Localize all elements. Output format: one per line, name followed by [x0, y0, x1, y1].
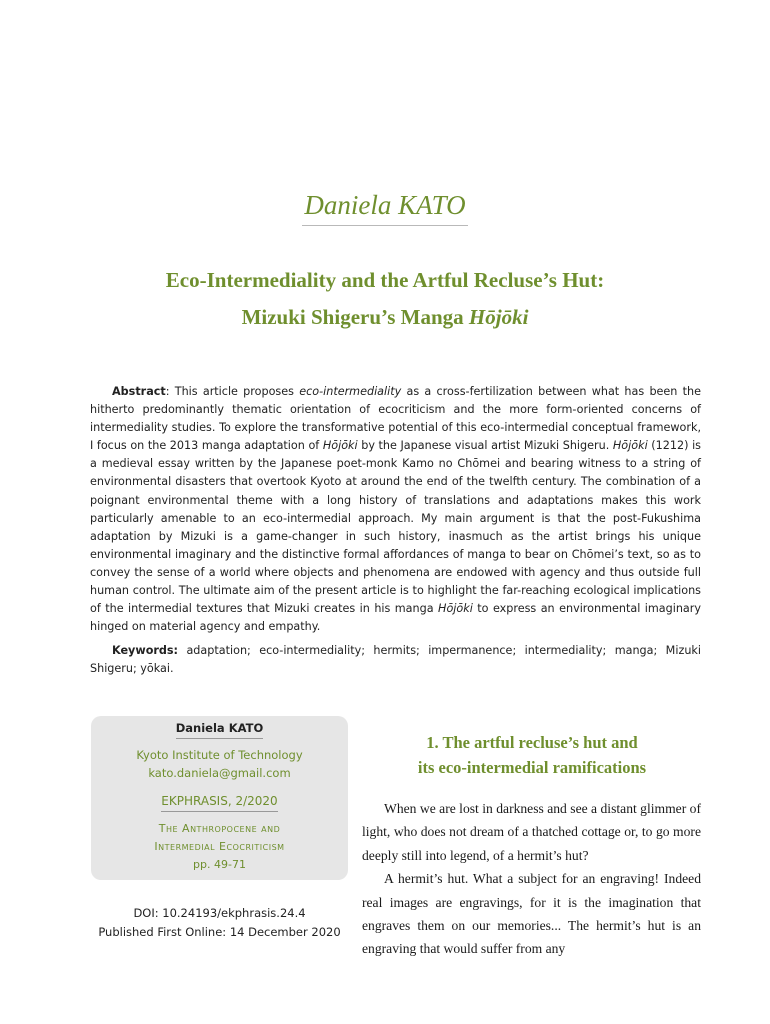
- publication-meta: [91, 904, 348, 942]
- info-journal: [91, 794, 348, 812]
- title-line-2-prefix: Mizuki Shigeru’s Manga: [241, 305, 469, 329]
- info-author-name-text: Daniela KATO: [176, 721, 263, 739]
- info-affiliation: [91, 746, 348, 782]
- article-title: [0, 262, 770, 336]
- abstract-work-title: Hōjōki: [612, 439, 648, 453]
- abstract-term: eco-intermediality: [299, 385, 402, 398]
- doi-text[interactable]: DOI: 10.24193/ekphrasis.24.4: [133, 906, 306, 920]
- body-paragraph-2: A hermit’s hut. What a subject for an engraving! Indeed real images are engravings, for it is the imagination that engraves them on our memories... The hermit’s hut is an engraving that would suffer from any: [362, 871, 701, 957]
- info-pages: pp. 49-71: [193, 858, 246, 871]
- abstract-paragraph: [90, 383, 701, 636]
- info-series-line-2: Intermedial Ecocriticism: [154, 840, 285, 853]
- abstract-work-title: Hōjōki: [322, 439, 358, 453]
- info-email[interactable]: kato.daniela@gmail.com: [148, 766, 291, 780]
- info-series: [91, 820, 348, 856]
- keywords: [90, 642, 701, 678]
- keywords-text: adaptation; eco-intermediality; hermits; impermanence; intermediality; manga; Mizuki Shigeru; yōkai.: [90, 644, 701, 676]
- title-line-2-italic: Hōjōki: [468, 305, 529, 329]
- info-author-name: [91, 721, 348, 739]
- abstract-text: to express an environmental imaginary hinged on material agency and empathy.: [90, 602, 701, 634]
- body-paragraph-1: When we are lost in darkness and see a distant glimmer of light, who does not dream of a thatched cottage or, to go more deeply still into legend, of a hermit’s hut?: [362, 801, 701, 863]
- section-heading-line-2: its eco-intermedial ramifications: [417, 758, 647, 777]
- section-heading-line-1: 1. The artful recluse’s hut and: [426, 733, 638, 752]
- author-info-box: [91, 716, 348, 880]
- info-series-line-1: The Anthropocene and: [158, 822, 281, 835]
- author-name-text: Daniela KATO: [302, 190, 467, 226]
- author-name: [0, 190, 770, 226]
- abstract-label: Abstract: [112, 385, 166, 398]
- published-date: Published First Online: 14 December 2020: [98, 925, 341, 939]
- abstract-work-title: Hōjōki: [438, 602, 473, 616]
- abstract-text: by the Japanese visual artist Mizuki Shigeru.: [357, 439, 613, 453]
- abstract-text: as a cross-fertilization between what has been the hitherto predominantly thematic orientation of ecocriticism and the more form-oriented concerns of intermediality studies. To explore the transformative potential of this eco-intermedial conceptual framework, I focus on the 2013 manga adaptation of: [90, 385, 701, 453]
- abstract-text: : This article proposes: [165, 385, 300, 398]
- abstract-text: (1212) is a medieval essay written by the Japanese poet-monk Kamo no Chōmei and bearing witness to a string of environmental disasters that overtook Kyoto at around the end of the twelfth century. The combination of a poignant environmental theme with a long history of translations and adaptations makes this work particularly amenable to an eco-intermedial approach. My main argument is that the post-Fukushima adaptation by Mizuki is a game-changer in such history, inasmuch as the artist brings his unique environmental imaginary and the distinctive formal affordances of manga to bear on Chōmei’s text, so as to convey the sense of a world where objects and phenomena are endowed with agency and thus outside full human control. The ultimate aim of the present article is to highlight the far-reaching ecological implications of the intermedial textures that Mizuki creates in his manga: [90, 439, 702, 616]
- abstract: [90, 383, 701, 679]
- body-text: [362, 797, 701, 961]
- info-institution: Kyoto Institute of Technology: [136, 748, 303, 762]
- info-journal-text: EKPHRASIS, 2/2020: [161, 794, 277, 812]
- keywords-label: Keywords:: [112, 644, 179, 658]
- title-line-2: [0, 299, 770, 336]
- section-heading: [362, 730, 702, 780]
- title-line-1: Eco-Intermediality and the Artful Recluse’s Hut:: [165, 268, 605, 292]
